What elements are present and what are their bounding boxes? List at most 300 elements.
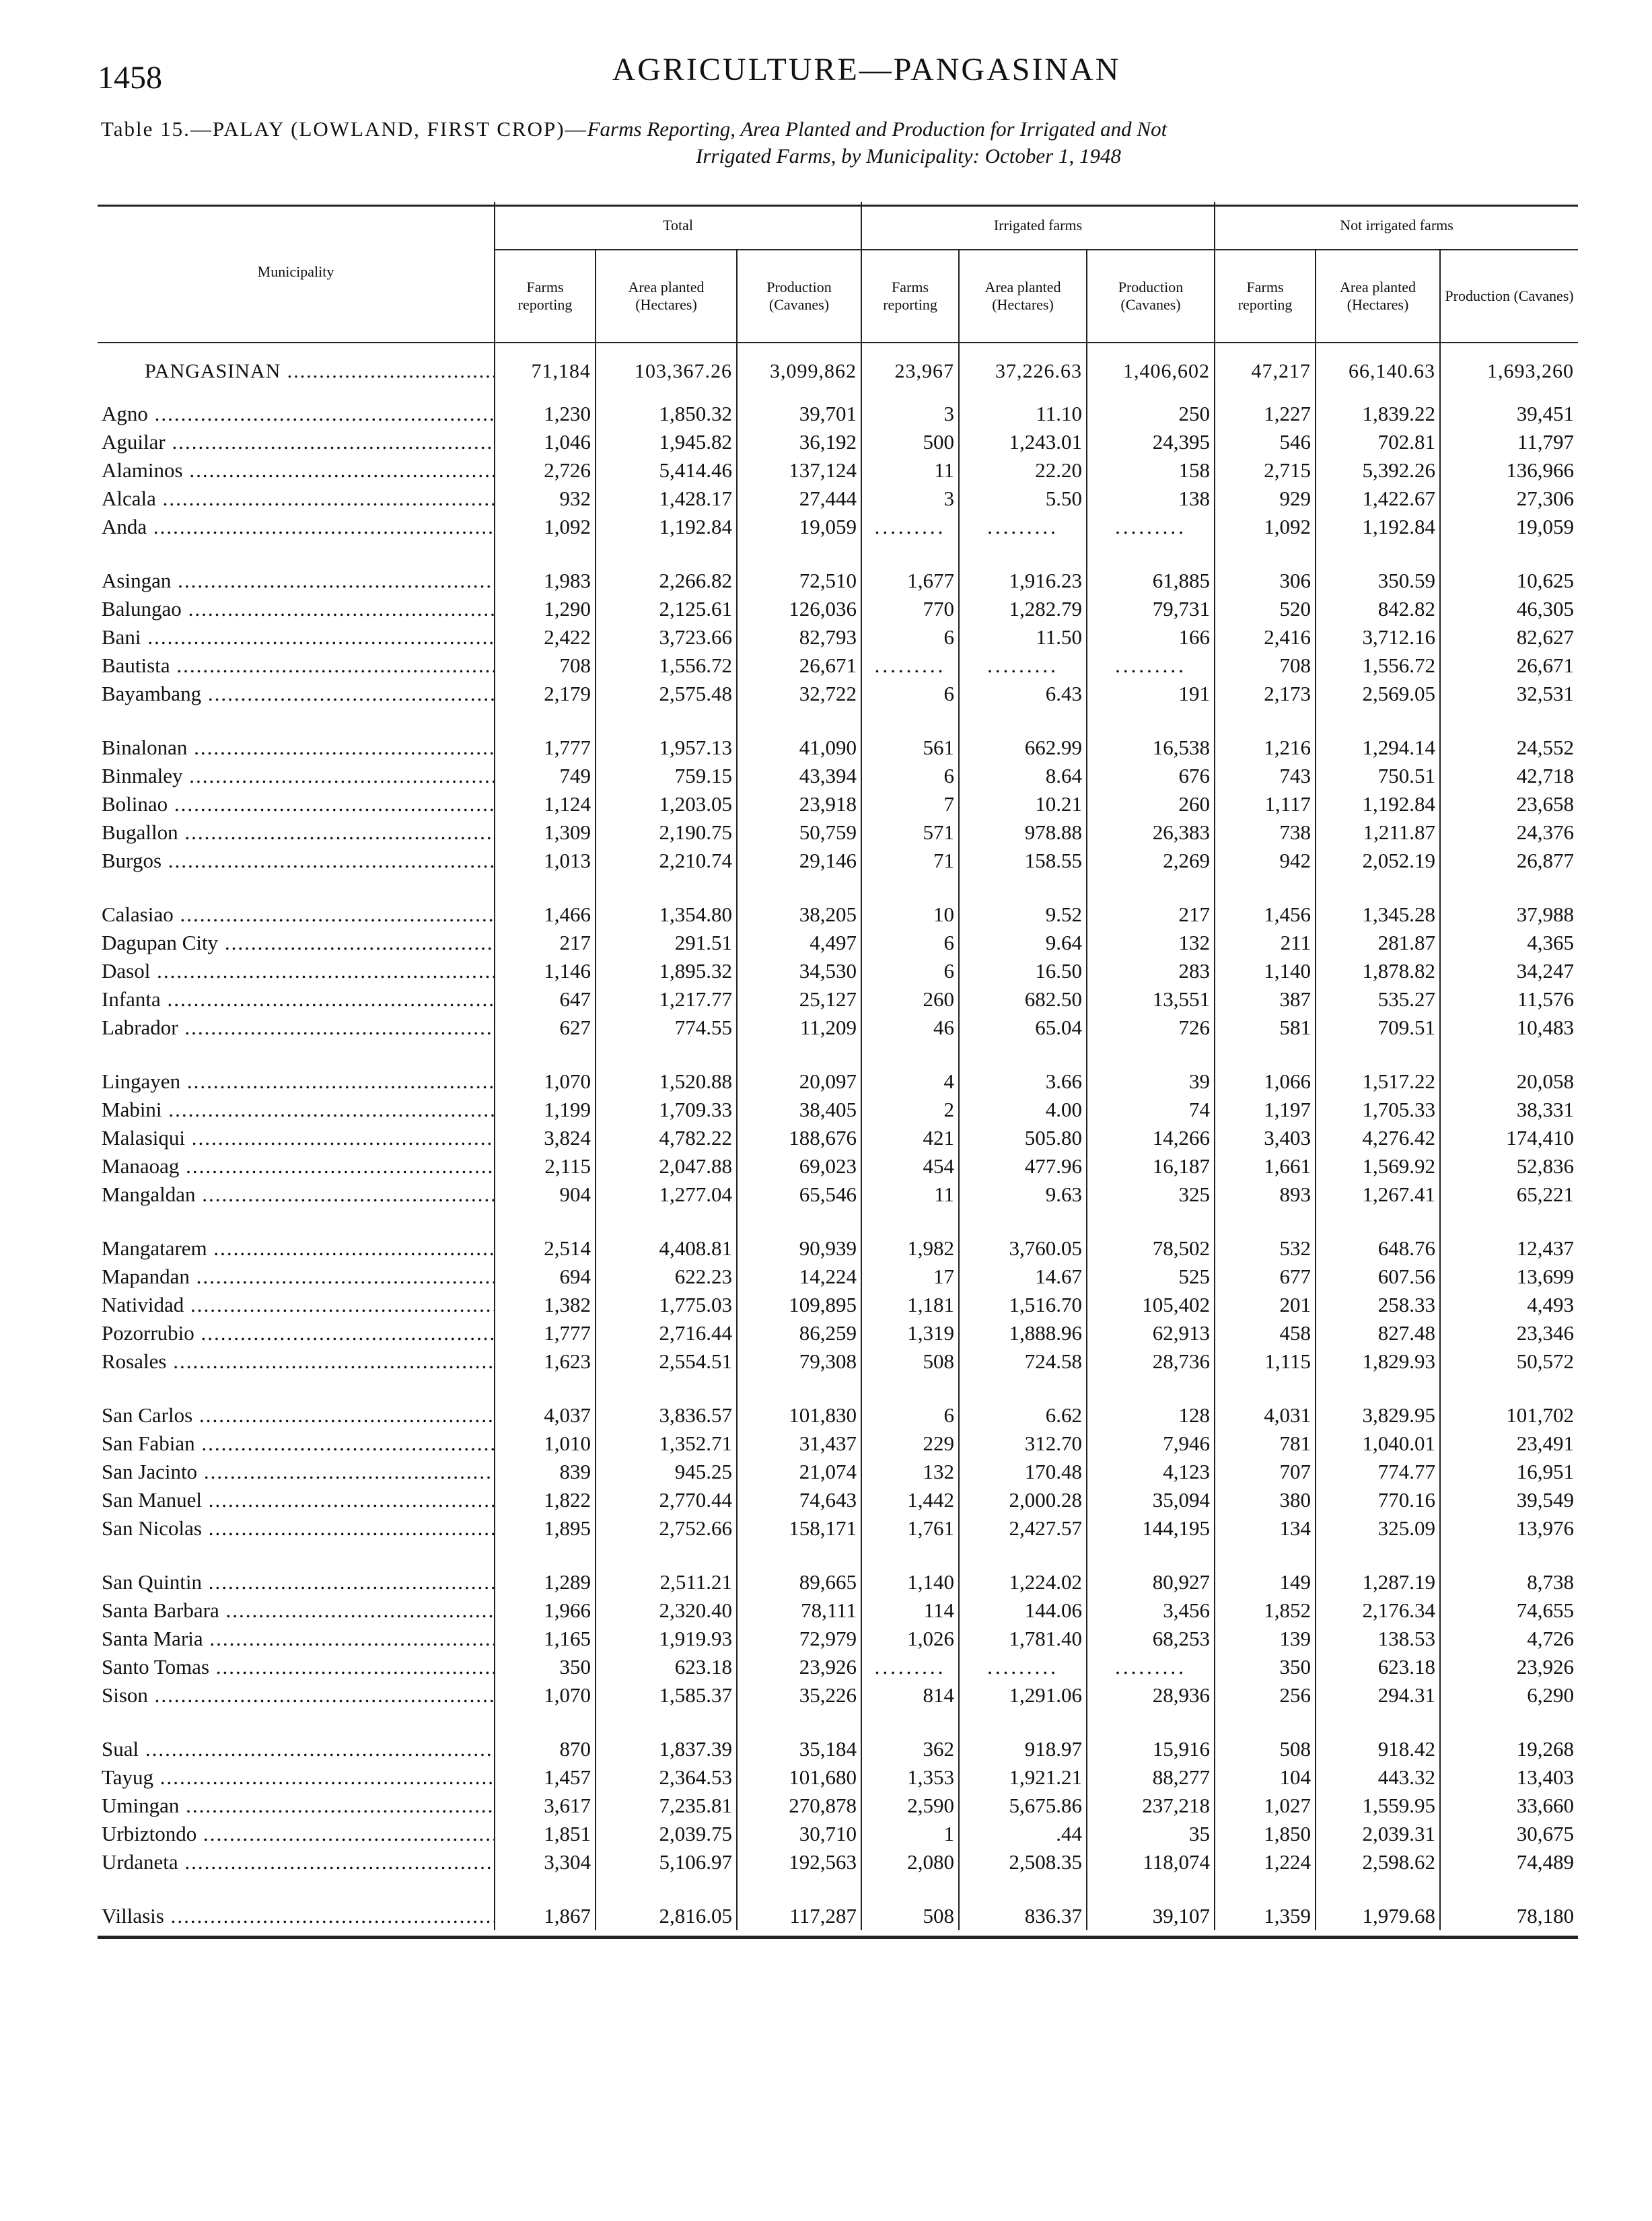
value-cell: 191 xyxy=(1087,680,1215,708)
value-cell: 2,508.35 xyxy=(959,1848,1087,1876)
value-cell: 8,738 xyxy=(1440,1568,1578,1596)
value-cell: 237,218 xyxy=(1087,1792,1215,1820)
value-cell: 2,173 xyxy=(1215,680,1316,708)
table-row xyxy=(98,1291,1578,1319)
value-cell: 78,111 xyxy=(737,1596,861,1625)
value-cell: 1,224 xyxy=(1215,1848,1316,1876)
value-cell: 1,916.23 xyxy=(959,567,1087,595)
value-cell: 16.50 xyxy=(959,957,1087,985)
value-cell: 14,266 xyxy=(1087,1124,1215,1152)
value-cell: 3,099,862 xyxy=(737,343,861,400)
value-cell: 6.43 xyxy=(959,680,1087,708)
value-cell: 1,422.67 xyxy=(1316,485,1440,513)
value-cell: 4,031 xyxy=(1215,1401,1316,1430)
value-cell: 258.33 xyxy=(1316,1291,1440,1319)
value-cell: 770.16 xyxy=(1316,1486,1440,1514)
value-cell: 1,781.40 xyxy=(959,1625,1087,1653)
value-cell: 2,816.05 xyxy=(596,1902,737,1930)
municipality-name: Santa Barbara ..... xyxy=(102,1598,495,1622)
header-production: Production (Cavanes) xyxy=(737,250,861,343)
value-cell: 2,422 xyxy=(495,623,596,651)
value-cell: 500 xyxy=(861,428,959,456)
value-cell: 814 xyxy=(861,1681,959,1709)
value-cell: 2,125.61 xyxy=(596,595,737,623)
value-cell: 19,059 xyxy=(737,513,861,541)
value-cell: 4,365 xyxy=(1440,929,1578,957)
municipality-cell xyxy=(98,680,495,708)
value-cell: 1,211.87 xyxy=(1316,818,1440,847)
value-cell: 166 xyxy=(1087,623,1215,651)
value-cell: 350 xyxy=(495,1653,596,1681)
empty-cell: ......... xyxy=(861,1653,959,1681)
value-cell: 17 xyxy=(861,1263,959,1291)
municipality-name: Mabini ..... xyxy=(102,1098,495,1121)
value-cell: 1,277.04 xyxy=(596,1180,737,1209)
value-cell: 2,716.44 xyxy=(596,1319,737,1347)
value-cell: 2,575.48 xyxy=(596,680,737,708)
value-cell: 1,382 xyxy=(495,1291,596,1319)
value-cell: 138.53 xyxy=(1316,1625,1440,1653)
table-row xyxy=(98,1263,1578,1291)
value-cell: 16,538 xyxy=(1087,734,1215,762)
table-row xyxy=(98,1486,1578,1514)
municipality-cell xyxy=(98,1124,495,1152)
value-cell: 74,655 xyxy=(1440,1596,1578,1625)
empty-cell: ......... xyxy=(861,513,959,541)
value-cell: 11,576 xyxy=(1440,985,1578,1014)
value-cell: 362 xyxy=(861,1735,959,1763)
value-cell: 3,712.16 xyxy=(1316,623,1440,651)
value-cell: 1,517.22 xyxy=(1316,1067,1440,1096)
municipality-cell xyxy=(98,1291,495,1319)
value-cell: 2,210.74 xyxy=(596,847,737,875)
value-cell: 23,926 xyxy=(1440,1653,1578,1681)
municipality-cell xyxy=(98,1067,495,1096)
value-cell: 74 xyxy=(1087,1096,1215,1124)
value-cell: 1 xyxy=(861,1820,959,1848)
value-cell: 2,364.53 xyxy=(596,1763,737,1792)
value-cell: 283 xyxy=(1087,957,1215,985)
value-cell: 46,305 xyxy=(1440,595,1578,623)
value-cell: 1,945.82 xyxy=(596,428,737,456)
value-cell: 37,988 xyxy=(1440,901,1578,929)
value-cell: 508 xyxy=(861,1347,959,1376)
value-cell: 20,097 xyxy=(737,1067,861,1096)
value-cell: 1,895 xyxy=(495,1514,596,1543)
value-cell: 104 xyxy=(1215,1763,1316,1792)
spacer-row xyxy=(98,1876,1578,1902)
municipality-name: Bani ..... xyxy=(102,625,495,649)
value-cell: 454 xyxy=(861,1152,959,1180)
municipality-cell xyxy=(98,985,495,1014)
value-cell: 3,760.05 xyxy=(959,1234,1087,1263)
value-cell: 387 xyxy=(1215,985,1316,1014)
value-cell: 35,184 xyxy=(737,1735,861,1763)
municipality-cell xyxy=(98,1096,495,1124)
table-row xyxy=(98,1347,1578,1376)
value-cell: 1,287.19 xyxy=(1316,1568,1440,1596)
grand-total-row xyxy=(98,343,1578,400)
value-cell: 1,888.96 xyxy=(959,1319,1087,1347)
empty-cell: ......... xyxy=(959,1653,1087,1681)
municipality-cell xyxy=(98,790,495,818)
value-cell: 61,885 xyxy=(1087,567,1215,595)
value-cell: 2,569.05 xyxy=(1316,680,1440,708)
value-cell: 2,715 xyxy=(1215,456,1316,485)
municipality-name: Labrador ..... xyxy=(102,1016,495,1039)
value-cell: 1,290 xyxy=(495,595,596,623)
value-cell: 1,822 xyxy=(495,1486,596,1514)
spacer-row xyxy=(98,1709,1578,1735)
value-cell: 1,181 xyxy=(861,1291,959,1319)
value-cell: 1,117 xyxy=(1215,790,1316,818)
value-cell: 1,966 xyxy=(495,1596,596,1625)
value-cell: 694 xyxy=(495,1263,596,1291)
value-cell: 90,939 xyxy=(737,1234,861,1263)
value-cell: 1,556.72 xyxy=(1316,651,1440,680)
value-cell: 260 xyxy=(861,985,959,1014)
value-cell: 2,511.21 xyxy=(596,1568,737,1596)
header-municipality: Municipality xyxy=(98,202,495,343)
value-cell: 1,851 xyxy=(495,1820,596,1848)
value-cell: 1,046 xyxy=(495,428,596,456)
value-cell: 918.97 xyxy=(959,1735,1087,1763)
municipality-cell xyxy=(98,1401,495,1430)
value-cell: 1,982 xyxy=(861,1234,959,1263)
value-cell: 350 xyxy=(1215,1653,1316,1681)
value-cell: 13,551 xyxy=(1087,985,1215,1014)
value-cell: 918.42 xyxy=(1316,1735,1440,1763)
value-cell: 1,319 xyxy=(861,1319,959,1347)
municipality-name: San Jacinto ..... xyxy=(102,1460,495,1483)
municipality-name: Binalonan ..... xyxy=(102,736,495,759)
table-row xyxy=(98,901,1578,929)
value-cell: 532 xyxy=(1215,1234,1316,1263)
value-cell: 174,410 xyxy=(1440,1124,1578,1152)
value-cell: 38,405 xyxy=(737,1096,861,1124)
value-cell: 4,726 xyxy=(1440,1625,1578,1653)
municipality-name: Dasol ..... xyxy=(102,959,495,983)
municipality-cell xyxy=(98,929,495,957)
value-cell: 2,190.75 xyxy=(596,818,737,847)
value-cell: 149 xyxy=(1215,1568,1316,1596)
municipality-name: Lingayen ..... xyxy=(102,1069,495,1093)
municipality-cell xyxy=(98,1735,495,1763)
value-cell: 46 xyxy=(861,1014,959,1042)
value-cell: 158,171 xyxy=(737,1514,861,1543)
empty-cell: ......... xyxy=(959,651,1087,680)
caption-label: Table 15.—PALAY (LOWLAND, FIRST CROP)— xyxy=(101,117,587,141)
table-row xyxy=(98,818,1578,847)
value-cell: 677 xyxy=(1215,1263,1316,1291)
spacer-row xyxy=(98,1543,1578,1568)
value-cell: 4,497 xyxy=(737,929,861,957)
value-cell: 229 xyxy=(861,1430,959,1458)
value-cell: 217 xyxy=(1087,901,1215,929)
table-row xyxy=(98,1152,1578,1180)
municipality-name: Sual ..... xyxy=(102,1737,495,1761)
municipality-name: Bayambang ..... xyxy=(102,682,495,705)
header-farms-reporting: Farms reporting xyxy=(861,250,959,343)
table-row xyxy=(98,734,1578,762)
value-cell: 6 xyxy=(861,1401,959,1430)
value-cell: 1,677 xyxy=(861,567,959,595)
value-cell: 6 xyxy=(861,957,959,985)
value-cell: 1,230 xyxy=(495,400,596,428)
value-cell: 726 xyxy=(1087,1014,1215,1042)
value-cell: 47,217 xyxy=(1215,343,1316,400)
value-cell: 3,403 xyxy=(1215,1124,1316,1152)
value-cell: 1,850 xyxy=(1215,1820,1316,1848)
value-cell: 26,383 xyxy=(1087,818,1215,847)
value-cell: 743 xyxy=(1215,762,1316,790)
value-cell: 132 xyxy=(1087,929,1215,957)
municipality-name: Balungao ..... xyxy=(102,597,495,621)
value-cell: 1,585.37 xyxy=(596,1681,737,1709)
table-row xyxy=(98,1848,1578,1876)
value-cell: 1,140 xyxy=(1215,957,1316,985)
value-cell: 1,294.14 xyxy=(1316,734,1440,762)
value-cell: 144,195 xyxy=(1087,1514,1215,1543)
value-cell: 7,235.81 xyxy=(596,1792,737,1820)
value-cell: 30,675 xyxy=(1440,1820,1578,1848)
municipality-cell xyxy=(98,1820,495,1848)
value-cell: 1,192.84 xyxy=(1316,513,1440,541)
value-cell: 50,572 xyxy=(1440,1347,1578,1376)
value-cell: 781 xyxy=(1215,1430,1316,1458)
municipality-cell xyxy=(98,1568,495,1596)
value-cell: 4,276.42 xyxy=(1316,1124,1440,1152)
value-cell: 211 xyxy=(1215,929,1316,957)
value-cell: 1,457 xyxy=(495,1763,596,1792)
value-cell: 24,376 xyxy=(1440,818,1578,847)
spacer-row xyxy=(98,875,1578,901)
value-cell: 117,287 xyxy=(737,1902,861,1930)
municipality-cell xyxy=(98,400,495,428)
value-cell: 28,936 xyxy=(1087,1681,1215,1709)
value-cell: 6 xyxy=(861,623,959,651)
municipality-name: Anda ..... xyxy=(102,515,495,538)
value-cell: 52,836 xyxy=(1440,1152,1578,1180)
value-cell: 325 xyxy=(1087,1180,1215,1209)
value-cell: 27,444 xyxy=(737,485,861,513)
municipality-name: Sison ..... xyxy=(102,1683,495,1707)
municipality-name: San Fabian ..... xyxy=(102,1432,495,1455)
header-area-planted: Area planted (Hectares) xyxy=(596,250,737,343)
empty-cell: ......... xyxy=(1087,513,1215,541)
value-cell: 1,919.93 xyxy=(596,1625,737,1653)
value-cell: 19,268 xyxy=(1440,1735,1578,1763)
value-cell: 1,013 xyxy=(495,847,596,875)
value-cell: 827.48 xyxy=(1316,1319,1440,1347)
value-cell: 5,392.26 xyxy=(1316,456,1440,485)
page-title: AGRICULTURE—PANGASINAN xyxy=(612,52,1121,87)
empty-cell: ......... xyxy=(1087,1653,1215,1681)
table-row xyxy=(98,1625,1578,1653)
spacer-row xyxy=(98,1209,1578,1234)
municipality-cell xyxy=(98,1792,495,1820)
municipality-cell xyxy=(98,428,495,456)
value-cell: 137,124 xyxy=(737,456,861,485)
table-bottom-rule xyxy=(98,1936,1578,1939)
value-cell: 8.64 xyxy=(959,762,1087,790)
table-row xyxy=(98,847,1578,875)
value-cell: 79,731 xyxy=(1087,595,1215,623)
value-cell: 74,643 xyxy=(737,1486,861,1514)
municipality-cell xyxy=(98,1514,495,1543)
value-cell: 1,092 xyxy=(1215,513,1316,541)
municipality-cell xyxy=(98,1763,495,1792)
municipality-name: Bolinao ..... xyxy=(102,792,495,816)
value-cell: 2,000.28 xyxy=(959,1486,1087,1514)
value-cell: 2,039.75 xyxy=(596,1820,737,1848)
table-row xyxy=(98,1067,1578,1096)
value-cell: 78,180 xyxy=(1440,1902,1578,1930)
value-cell: 1,556.72 xyxy=(596,651,737,680)
value-cell: 101,830 xyxy=(737,1401,861,1430)
value-cell: 2,176.34 xyxy=(1316,1596,1440,1625)
value-cell: 2,115 xyxy=(495,1152,596,1180)
municipality-cell xyxy=(98,1180,495,1209)
municipality-cell xyxy=(98,901,495,929)
value-cell: 29,146 xyxy=(737,847,861,875)
value-cell: 2,416 xyxy=(1215,623,1316,651)
value-cell: 68,253 xyxy=(1087,1625,1215,1653)
value-cell: 1,070 xyxy=(495,1681,596,1709)
value-cell: 508 xyxy=(1215,1735,1316,1763)
municipality-name: Alcala ..... xyxy=(102,487,495,510)
municipality-cell xyxy=(98,1263,495,1291)
value-cell: 978.88 xyxy=(959,818,1087,847)
value-cell: 3,304 xyxy=(495,1848,596,1876)
table-row xyxy=(98,957,1578,985)
value-cell: 1,092 xyxy=(495,513,596,541)
value-cell: 11 xyxy=(861,456,959,485)
value-cell: 1,895.32 xyxy=(596,957,737,985)
value-cell: 1,026 xyxy=(861,1625,959,1653)
value-cell: 842.82 xyxy=(1316,595,1440,623)
value-cell: 217 xyxy=(495,929,596,957)
value-cell: 676 xyxy=(1087,762,1215,790)
municipality-name: Malasiqui ..... xyxy=(102,1126,495,1150)
value-cell: 80,927 xyxy=(1087,1568,1215,1596)
value-cell: 26,671 xyxy=(1440,651,1578,680)
value-cell: 4,408.81 xyxy=(596,1234,737,1263)
value-cell: 1,406,602 xyxy=(1087,343,1215,400)
value-cell: 86,259 xyxy=(737,1319,861,1347)
municipality-name: Urbiztondo ..... xyxy=(102,1822,495,1845)
value-cell: 458 xyxy=(1215,1319,1316,1347)
value-cell: 2,770.44 xyxy=(596,1486,737,1514)
municipality-name: PANGASINAN ..... xyxy=(145,360,495,382)
municipality-cell xyxy=(98,847,495,875)
header-farms-reporting: Farms reporting xyxy=(1215,250,1316,343)
spacer-row xyxy=(98,708,1578,734)
value-cell: 477.96 xyxy=(959,1152,1087,1180)
value-cell: 78,502 xyxy=(1087,1234,1215,1263)
value-cell: 105,402 xyxy=(1087,1291,1215,1319)
value-cell: 41,090 xyxy=(737,734,861,762)
value-cell: 839 xyxy=(495,1458,596,1486)
table-row xyxy=(98,1458,1578,1486)
value-cell: 1,957.13 xyxy=(596,734,737,762)
value-cell: 32,531 xyxy=(1440,680,1578,708)
municipality-cell xyxy=(98,595,495,623)
value-cell: 72,979 xyxy=(737,1625,861,1653)
caption-text-2: Irrigated Farms, by Municipality: October 1, 1948 xyxy=(696,144,1121,168)
value-cell: 1,709.33 xyxy=(596,1096,737,1124)
value-cell: 1,027 xyxy=(1215,1792,1316,1820)
value-cell: 1,359 xyxy=(1215,1902,1316,1930)
value-cell: 1,428.17 xyxy=(596,485,737,513)
value-cell: 945.25 xyxy=(596,1458,737,1486)
value-cell: 34,247 xyxy=(1440,957,1578,985)
value-cell: 139 xyxy=(1215,1625,1316,1653)
value-cell: 7,946 xyxy=(1087,1430,1215,1458)
value-cell: 380 xyxy=(1215,1486,1316,1514)
municipality-cell xyxy=(98,1430,495,1458)
table-row xyxy=(98,1902,1578,1930)
value-cell: 1,850.32 xyxy=(596,400,737,428)
municipality-name: Bugallon ..... xyxy=(102,820,495,844)
municipality-name: Pozorrubio ..... xyxy=(102,1321,495,1345)
value-cell: 11,209 xyxy=(737,1014,861,1042)
value-cell: 1,243.01 xyxy=(959,428,1087,456)
value-cell: 312.70 xyxy=(959,1430,1087,1458)
value-cell: 260 xyxy=(1087,790,1215,818)
value-cell: 724.58 xyxy=(959,1347,1087,1376)
municipality-cell xyxy=(98,1347,495,1376)
value-cell: 5,106.97 xyxy=(596,1848,737,1876)
value-cell: 1,693,260 xyxy=(1440,343,1578,400)
value-cell: 2,726 xyxy=(495,456,596,485)
municipality-cell xyxy=(98,957,495,985)
value-cell: 622.23 xyxy=(596,1263,737,1291)
table-row xyxy=(98,595,1578,623)
value-cell: 508 xyxy=(861,1902,959,1930)
municipality-cell xyxy=(98,1486,495,1514)
value-cell: 2,752.66 xyxy=(596,1514,737,1543)
value-cell: 11.50 xyxy=(959,623,1087,651)
table-row xyxy=(98,985,1578,1014)
value-cell: .44 xyxy=(959,1820,1087,1848)
value-cell: 10,483 xyxy=(1440,1014,1578,1042)
value-cell: 1,282.79 xyxy=(959,595,1087,623)
municipality-name: San Nicolas ..... xyxy=(102,1516,495,1540)
municipality-name: Aguilar ..... xyxy=(102,430,495,454)
value-cell: 23,967 xyxy=(861,343,959,400)
value-cell: 1,839.22 xyxy=(1316,400,1440,428)
value-cell: 648.76 xyxy=(1316,1234,1440,1263)
value-cell: 28,736 xyxy=(1087,1347,1215,1376)
table-row xyxy=(98,567,1578,595)
value-cell: 38,331 xyxy=(1440,1096,1578,1124)
table-row xyxy=(98,1735,1578,1763)
municipality-name: Mapandan ..... xyxy=(102,1265,495,1288)
value-cell: 443.32 xyxy=(1316,1763,1440,1792)
municipality-cell xyxy=(98,623,495,651)
value-cell: 138 xyxy=(1087,485,1215,513)
value-cell: 1,456 xyxy=(1215,901,1316,929)
header-farms-reporting: Farms reporting xyxy=(495,250,596,343)
value-cell: 35,226 xyxy=(737,1681,861,1709)
value-cell: 2,052.19 xyxy=(1316,847,1440,875)
value-cell: 1,192.84 xyxy=(1316,790,1440,818)
value-cell: 14.67 xyxy=(959,1263,1087,1291)
value-cell: 942 xyxy=(1215,847,1316,875)
value-cell: 6 xyxy=(861,762,959,790)
value-cell: 1,309 xyxy=(495,818,596,847)
